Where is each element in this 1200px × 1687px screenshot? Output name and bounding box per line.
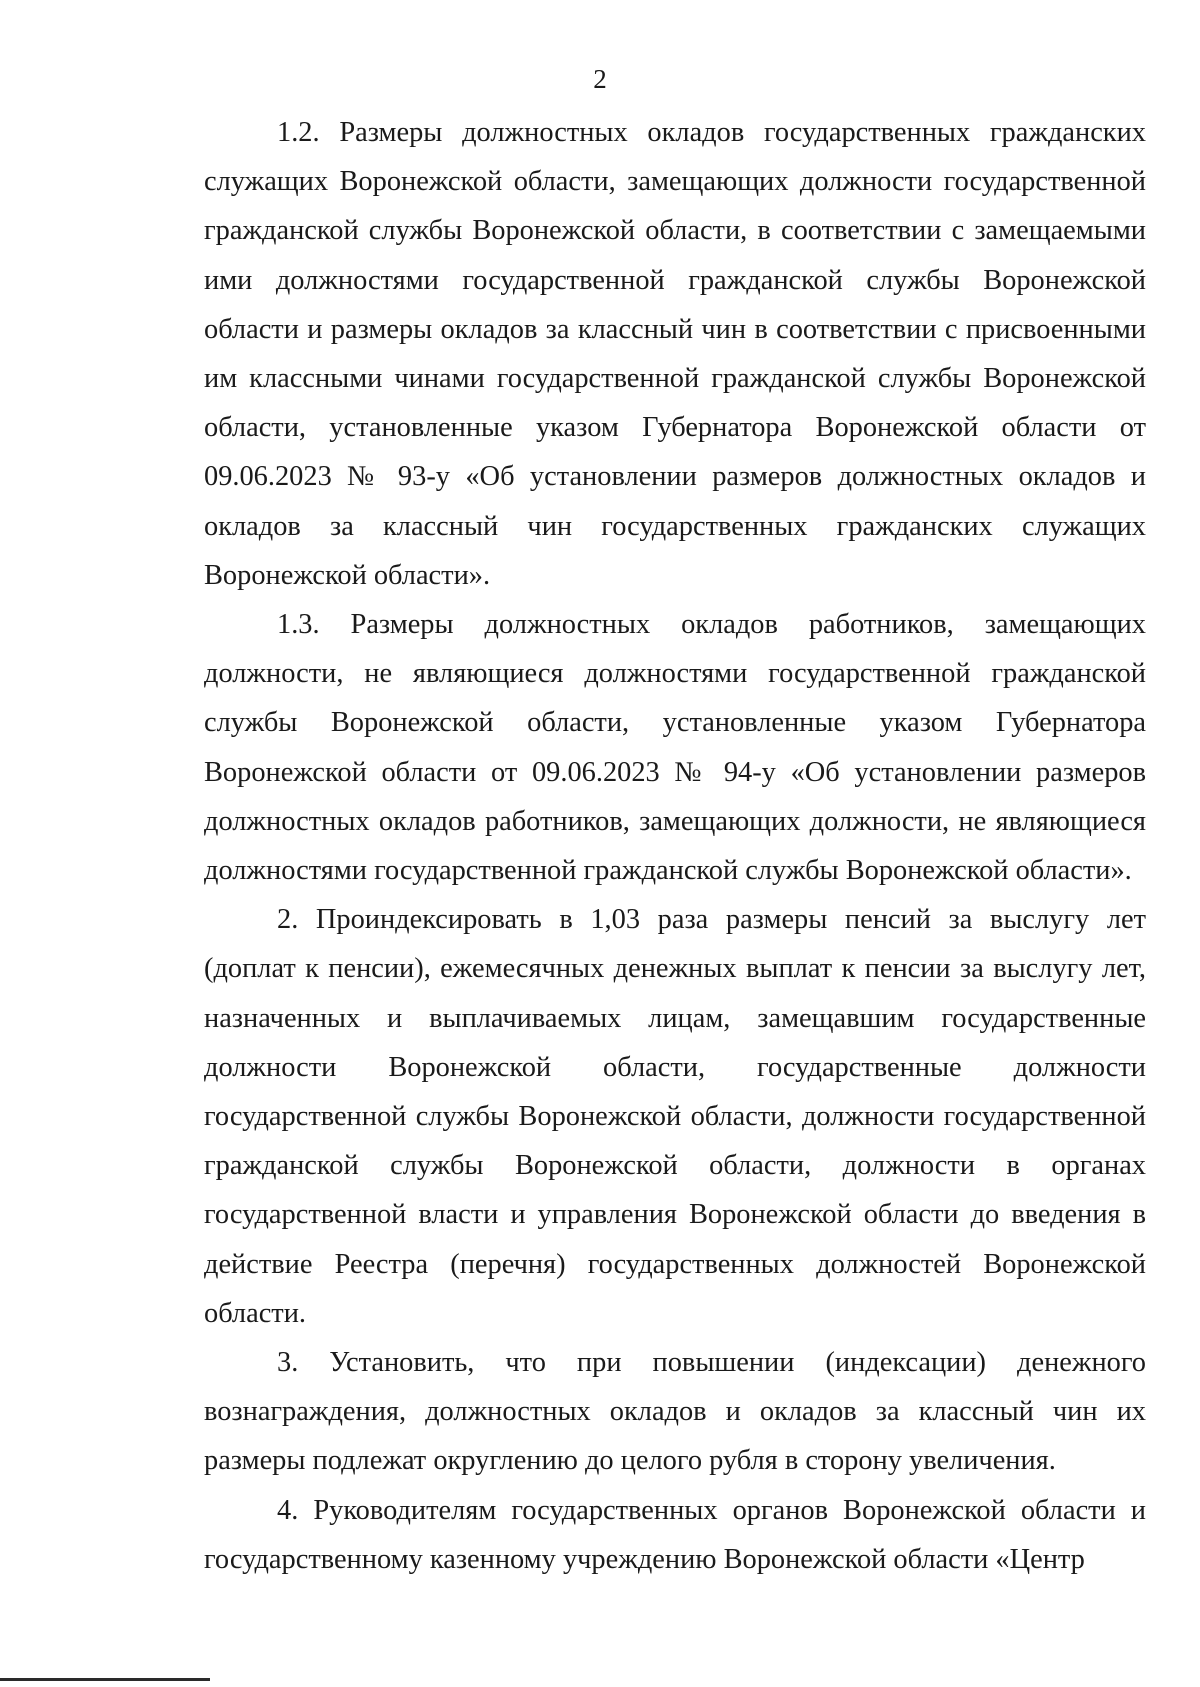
paragraph-4: 4. Руководителям государственных органов Воронежской области и государственному казенному учреждению Воронежской области «Центр bbox=[204, 1494, 1146, 1575]
document-body bbox=[204, 108, 1146, 1584]
page-number: 2 bbox=[593, 64, 607, 94]
paragraph-1-2: 1.2. Размеры должностных окладов государственных гражданских служащих Воронежской области, замещающих должности государственной гражданской службы Воронежской области, в соответствии с замещаемыми ими должностями государственной гражданской службы Воронежской области и размеры окладов за классный чин в соответствии с присвоенными им классными чинами государственной гражданской службы Воронежской области, установленные указом Губернатора Воронежской области от 09.06.2023 № 93-у «Об установлении размеров должностных окладов и окладов за классный чин государственных гражданских служащих Воронежской области». bbox=[204, 117, 1146, 591]
paragraph-1-3: 1.3. Размеры должностных окладов работников, замещающих должности, не являющиеся должностями государственной гражданской службы Воронежской области, установленные указом Губернатора Воронежской области от 09.06.2023 № 94-у «Об установлении размеров должностных окладов работников, замещающих должности, не являющиеся должностями государственной гражданской службы Воронежской области». bbox=[204, 609, 1146, 887]
paragraph-3: 3. Установить, что при повышении (индексации) денежного вознаграждения, должностных окладов и окладов за классный чин их размеры подлежат округлению до целого рубля в сторону увеличения. bbox=[204, 1347, 1146, 1477]
footer-divider bbox=[0, 1678, 210, 1681]
paragraph-2: 2. Проиндексировать в 1,03 раза размеры пенсий за выслугу лет (доплат к пенсии), ежемесячных денежных выплат к пенсии за выслугу лет, назначенных и выплачиваемых лицам, замещавшим государственные должности Воронежской области, государственные должности государственной службы Воронежской области, должности государственной гражданской службы Воронежской области, должности в органах государственной власти и управления Воронежской области до введения в действие Реестра (перечня) государственных должностей Воронежской области. bbox=[204, 904, 1146, 1329]
